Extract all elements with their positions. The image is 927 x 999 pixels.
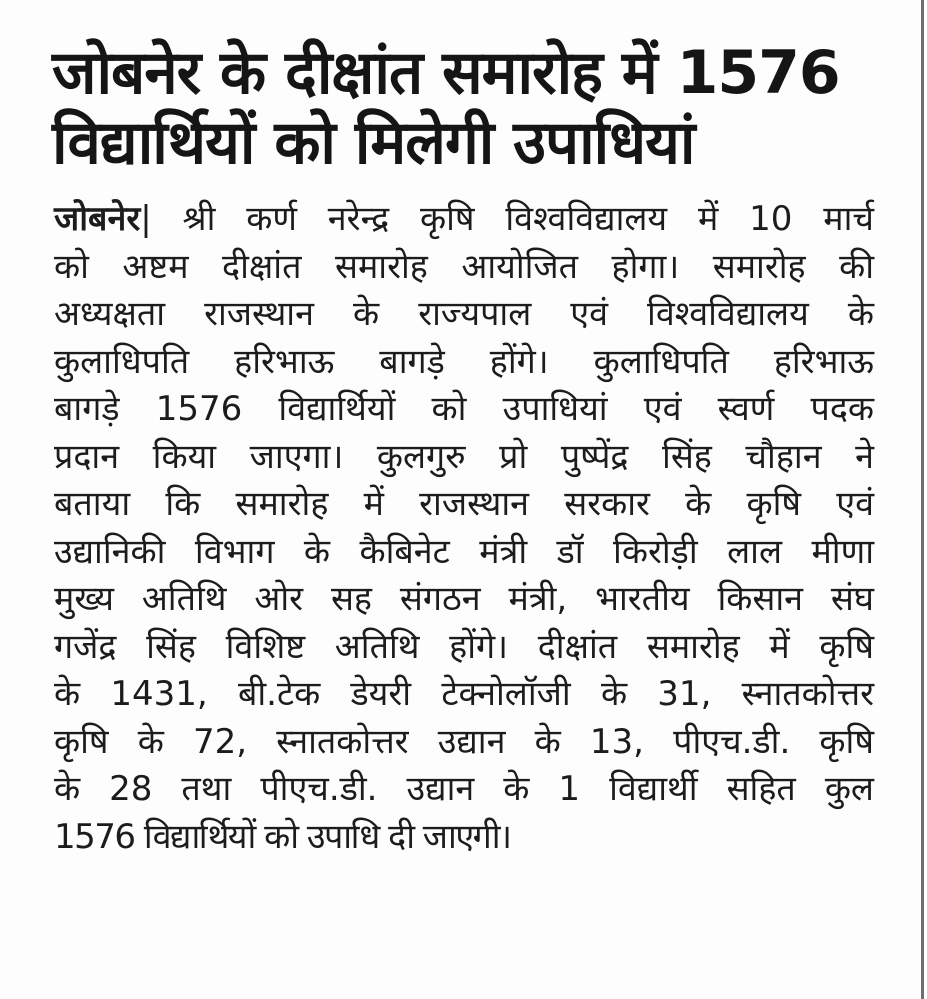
body-line-14: 1576 विद्यार्थियों को उपाधि दी जाएगी। <box>54 816 511 857</box>
body-line-12: कृषि के 72, स्नातकोत्तर उद्यान के 13, पीएच.डी. कृषि <box>54 721 874 762</box>
body-line-10: गजेंद्र सिंह विशिष्ट अतिथि होंगे। दीक्षांत समारोह में कृषि <box>54 626 874 667</box>
body-line-7: बताया कि समारोह में राजस्थान सरकार के कृषि एवं <box>54 484 874 524</box>
column-divider-rule <box>921 0 924 999</box>
body-line-5: बागड़े 1576 विद्यार्थियों को उपाधियां एवं स्वर्ण पदक <box>54 389 874 429</box>
body-line-4: कुलाधिपति हरिभाऊ बागड़े होंगे। कुलाधिपति हरिभाऊ <box>54 341 874 382</box>
headline-line-2: विद्यार्थियों को मिलेगी उपाधियां <box>52 108 695 178</box>
body-line-1-text: श्री कर्ण नरेन्द्र कृषि विश्वविद्यालय में 10 मार्च <box>151 199 874 239</box>
body-line-2: को अष्टम दीक्षांत समारोह आयोजित होगा। समारोह की <box>54 246 874 287</box>
body-line-11: के 1431, बी.टेक डेयरी टेक्नोलॉजी के 31, स्नातकोत्तर <box>54 674 874 714</box>
body-line-9: मुख्य अतिथि ओर सह संगठन मंत्री, भारतीय किसान संघ <box>54 579 874 619</box>
dateline: जोबनेर <box>54 199 141 239</box>
article-body <box>54 196 874 861</box>
headline-line-1: जोबनेर के दीक्षांत समारोह में 1576 <box>52 38 840 108</box>
body-line-1 <box>54 196 874 244</box>
body-line-13: के 28 तथा पीएच.डी. उद्यान के 1 विद्यार्थी सहित कुल <box>54 769 874 809</box>
body-line-6: प्रदान किया जाएगा। कुलगुरु प्रो पुष्पेंद्र सिंह चौहान ने <box>54 436 874 477</box>
body-line-3: अध्यक्षता राजस्थान के राज्यपाल एवं विश्वविद्यालय के <box>54 294 874 334</box>
dateline-separator: | <box>140 199 152 239</box>
body-line-8: उद्यानिकी विभाग के कैबिनेट मंत्री डॉ किरोड़ी लाल मीणा <box>54 531 874 572</box>
headline <box>52 38 902 178</box>
